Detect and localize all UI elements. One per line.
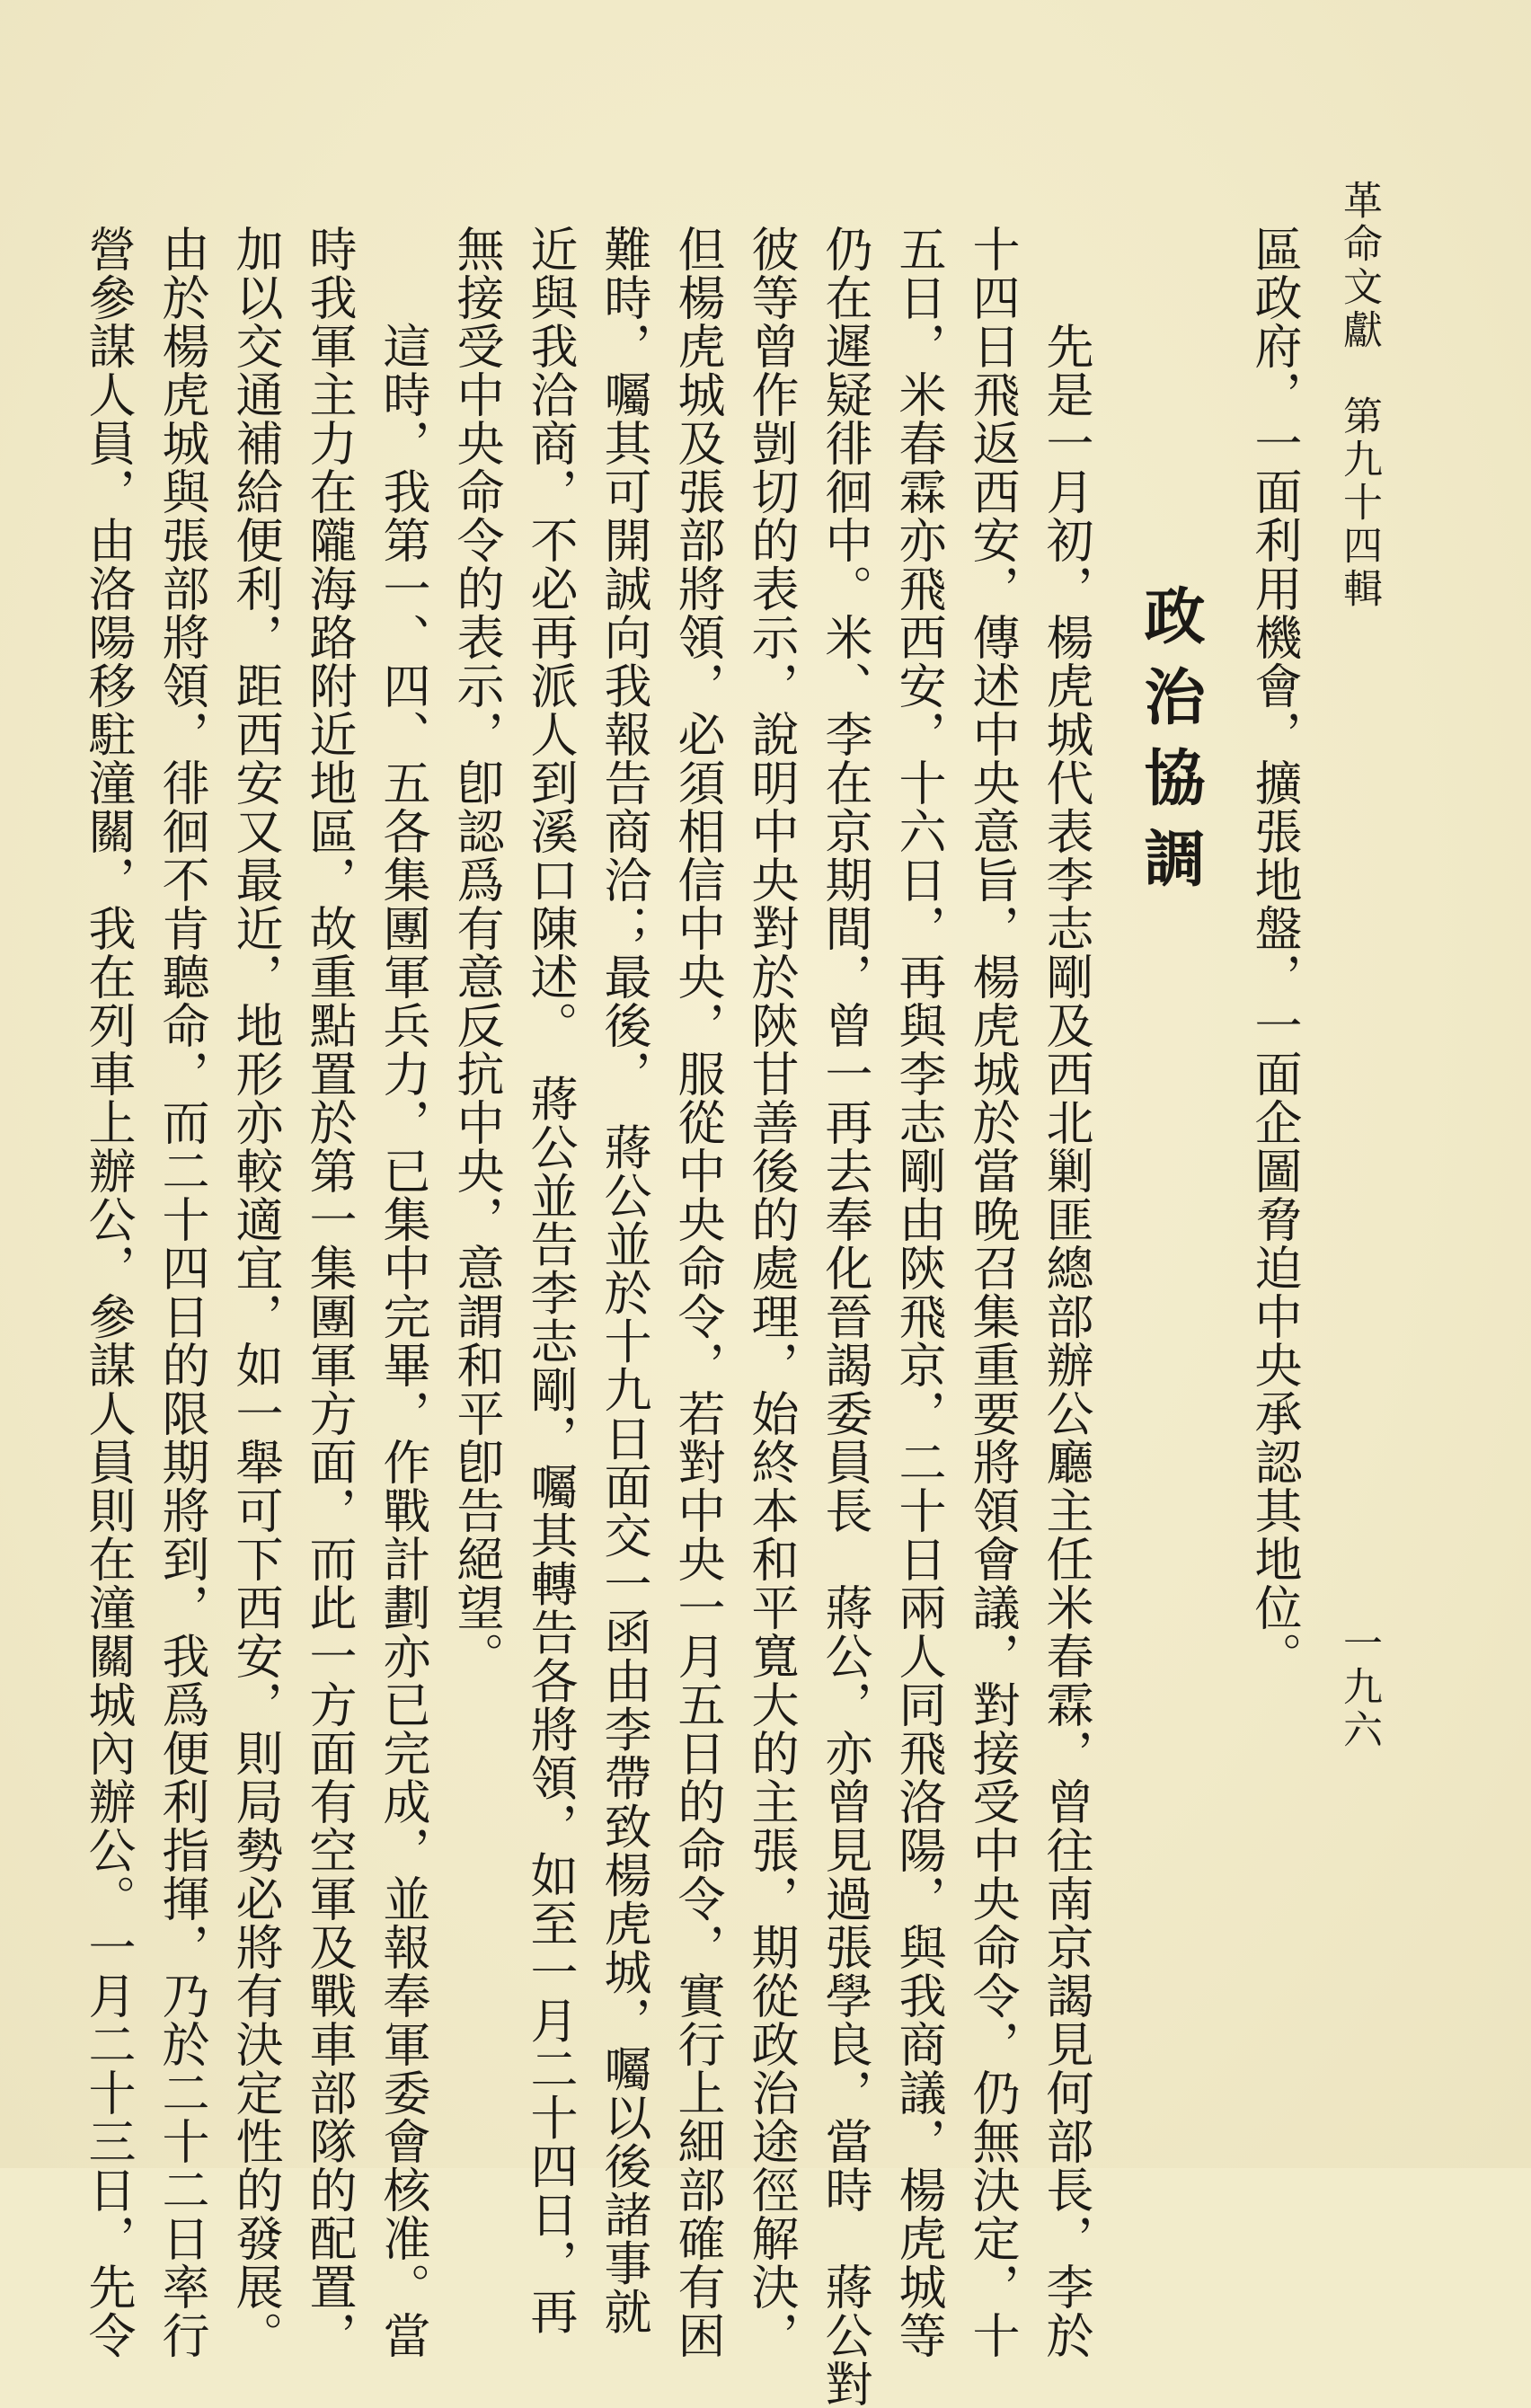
running-title: 革命文獻 第九十四輯 [1336, 180, 1382, 611]
text-column: 無接受中央命令的表示，卽認爲有意反抗中央，意謂和平卽告絕望。 [449, 225, 504, 1680]
text-column: 營參謀人員，由洛陽移駐潼關，我在列車上辦公，參謀人員則在潼關城內辦公。一月二十三日，先令 [81, 225, 136, 2359]
page-header [1330, 180, 1387, 1752]
text-column: 這時，我第一、四、五各集團軍兵力，已集中完畢，作戰計劃亦已完成，並報奉軍委會核准。當 [376, 322, 430, 2359]
text-column: 十四日飛返西安，傳述中央意旨，楊虎城於當晚召集重要將領會議，對接受中央命令，仍無決定，十 [965, 225, 1020, 2359]
section-title: 政治協調 [1134, 584, 1206, 907]
text-column: 區政府，一面利用機會，擴張地盤，一面企圖脅迫中央承認其地位。 [1247, 225, 1302, 1680]
text-column: 難時，囑其可開誠向我報告商洽；最後， 蔣公並於十九日面交一函由李帶致楊虎城，囑以後諸事就 [597, 225, 651, 2336]
text-column: 近與我洽商，不必再派人到溪口陳述。 蔣公並告李志剛，囑其轉告各將領，如至一月二十四日，再 [523, 225, 578, 2336]
text-column: 但楊虎城及張部將領，必須相信中央，服從中央命令，若對中央一月五日的命令，實行上細部確有困 [670, 225, 725, 2359]
text-column: 仍在遲疑徘徊中。米、李在京期間，曾一再去奉化晉謁委員長 蔣公，亦曾見過張學良，當時 蔣公對 [818, 225, 872, 2408]
text-column: 時我軍主力在隴海路附近地區，故重點置於第一集團軍方面，而此一方面有空軍及戰車部隊的配置， [302, 225, 357, 2359]
page-number: 一九六 [1336, 1623, 1382, 1752]
body-text [71, 225, 1311, 2408]
text-column: 由於楊虎城與張部將領，徘徊不肯聽命，而二十四日的限期將到，我爲便利指揮，乃於二十二日率行 [155, 225, 209, 2359]
text-column: 先是一月初，楊虎城代表李志剛及西北剿匪總部辦公廳主任米春霖，曾往南京謁見何部長，李於 [1039, 322, 1093, 2359]
text-column: 五日，米春霖亦飛西安，十六日，再與李志剛由陝飛京，二十日兩人同飛洛陽，與我商議，楊虎城等 [891, 225, 946, 2359]
text-column: 加以交通補給便利，距西安又最近，地形亦較適宜，如一舉可下西安，則局勢必將有決定性的發展。 [228, 225, 283, 2359]
text-column: 彼等曾作剴切的表示，說明中央對於陝甘善後的處理，始終本和平寬大的主張，期從政治途徑解決， [744, 225, 799, 2359]
